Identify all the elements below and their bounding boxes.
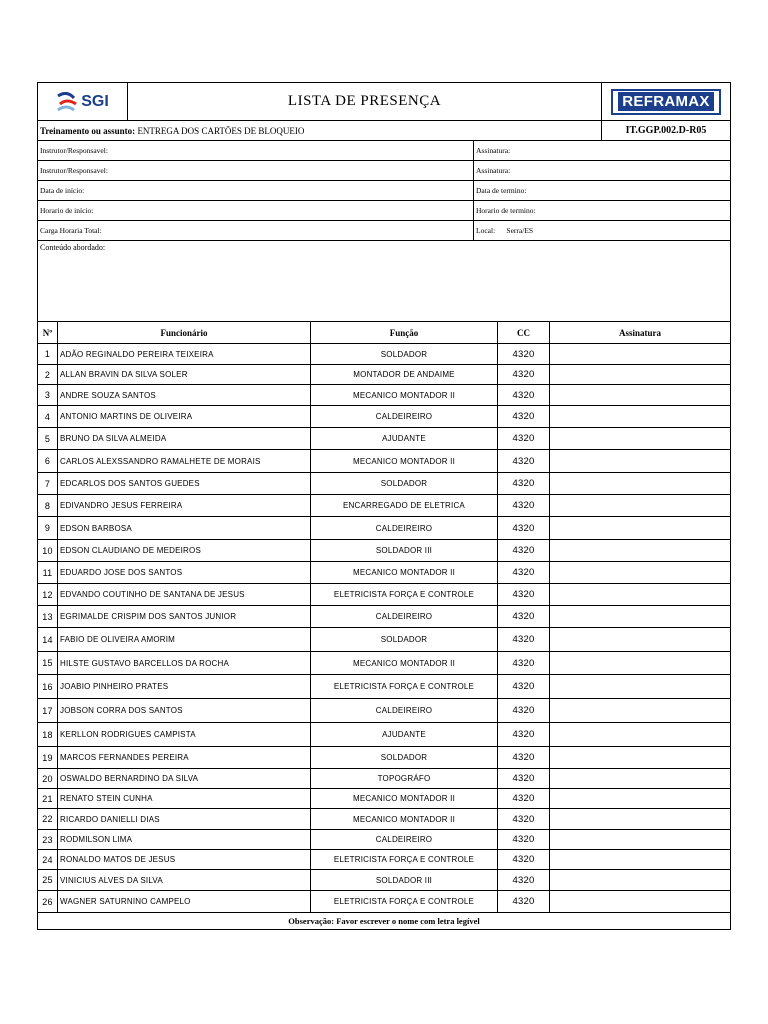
employee-function: SOLDADOR bbox=[311, 747, 498, 768]
row-number: 10 bbox=[38, 540, 58, 561]
row-number: 12 bbox=[38, 584, 58, 605]
cost-center: 4320 bbox=[498, 450, 550, 472]
cost-center: 4320 bbox=[498, 606, 550, 627]
employee-function: CALDEIREIRO bbox=[311, 699, 498, 722]
page-title: LISTA DE PRESENÇA bbox=[128, 83, 602, 120]
row-number: 13 bbox=[38, 606, 58, 627]
sgi-swirl-icon bbox=[56, 92, 78, 112]
cost-center: 4320 bbox=[498, 675, 550, 698]
row-number: 22 bbox=[38, 809, 58, 829]
employee-name: CARLOS ALEXSSANDRO RAMALHETE DE MORAIS bbox=[58, 450, 311, 472]
employee-function: TOPOGRÁFO bbox=[311, 769, 498, 788]
signature-cell[interactable] bbox=[550, 769, 730, 788]
employee-name: EDSON CLAUDIANO DE MEDEIROS bbox=[58, 540, 311, 561]
table-row bbox=[38, 723, 730, 747]
row-number: 19 bbox=[38, 747, 58, 768]
table-row bbox=[38, 365, 730, 385]
table-row bbox=[38, 850, 730, 870]
topic-label: Treinamento ou assunto: bbox=[40, 125, 136, 136]
table-row bbox=[38, 699, 730, 723]
signature-cell[interactable] bbox=[550, 495, 730, 516]
table-row bbox=[38, 747, 730, 769]
cost-center: 4320 bbox=[498, 789, 550, 808]
instructor-field[interactable]: Instrutor/Responsavel: bbox=[38, 141, 474, 160]
table-body bbox=[38, 344, 730, 913]
row-number: 23 bbox=[38, 830, 58, 849]
field-row bbox=[38, 181, 730, 201]
cost-center: 4320 bbox=[498, 747, 550, 768]
employee-function: SOLDADOR bbox=[311, 344, 498, 364]
row-number: 11 bbox=[38, 562, 58, 583]
signature-cell[interactable] bbox=[550, 365, 730, 384]
row-number: 1 bbox=[38, 344, 58, 364]
cost-center: 4320 bbox=[498, 891, 550, 912]
row-number: 16 bbox=[38, 675, 58, 698]
content-field[interactable]: Conteúdo abordado: bbox=[40, 243, 106, 252]
table-row bbox=[38, 628, 730, 652]
end-date-field[interactable]: Data de termino: bbox=[476, 186, 527, 195]
employee-name: MARCOS FERNANDES PEREIRA bbox=[58, 747, 311, 768]
employee-name: HILSTE GUSTAVO BARCELLOS DA ROCHA bbox=[58, 652, 311, 674]
attendance-sheet bbox=[37, 82, 731, 930]
instructor-field[interactable]: Instrutor/Responsavel: bbox=[38, 161, 474, 180]
row-number: 20 bbox=[38, 769, 58, 788]
signature-cell[interactable] bbox=[550, 628, 730, 651]
signature-cell[interactable] bbox=[550, 850, 730, 869]
employee-name: JOBSON CORRA DOS SANTOS bbox=[58, 699, 311, 722]
cost-center: 4320 bbox=[498, 584, 550, 605]
signature-cell[interactable] bbox=[550, 450, 730, 472]
cost-center: 4320 bbox=[498, 473, 550, 494]
col-function-header: Função bbox=[311, 322, 498, 343]
table-row bbox=[38, 517, 730, 540]
table-row bbox=[38, 652, 730, 675]
cost-center: 4320 bbox=[498, 517, 550, 539]
signature-cell[interactable] bbox=[550, 891, 730, 912]
employee-function: AJUDANTE bbox=[311, 723, 498, 746]
signature-cell[interactable] bbox=[550, 870, 730, 890]
employee-function: CALDEIREIRO bbox=[311, 606, 498, 627]
employee-function: SOLDADOR III bbox=[311, 870, 498, 890]
signature-cell[interactable] bbox=[550, 385, 730, 405]
employee-name: BRUNO DA SILVA ALMEIDA bbox=[58, 428, 311, 449]
employee-function: ELETRICISTA FORÇA E CONTROLE bbox=[311, 891, 498, 912]
employee-function: ENCARREGADO DE ELETRICA bbox=[311, 495, 498, 516]
row-number: 5 bbox=[38, 428, 58, 449]
col-employee-header: Funcionário bbox=[58, 322, 311, 343]
col-cc-header: CC bbox=[498, 322, 550, 343]
employee-name: EDSON BARBOSA bbox=[58, 517, 311, 539]
signature-cell[interactable] bbox=[550, 406, 730, 427]
cost-center: 4320 bbox=[498, 495, 550, 516]
topic-row bbox=[38, 121, 730, 141]
signature-cell[interactable] bbox=[550, 789, 730, 808]
table-row bbox=[38, 344, 730, 365]
row-number: 15 bbox=[38, 652, 58, 674]
cost-center: 4320 bbox=[498, 723, 550, 746]
signature-cell[interactable] bbox=[550, 584, 730, 605]
employee-name: ADÃO REGINALDO PEREIRA TEIXEIRA bbox=[58, 344, 311, 364]
cost-center: 4320 bbox=[498, 830, 550, 849]
cost-center: 4320 bbox=[498, 428, 550, 449]
content-row bbox=[38, 241, 730, 322]
table-row bbox=[38, 428, 730, 450]
signature-cell[interactable] bbox=[550, 473, 730, 494]
employee-name: ANTONIO MARTINS DE OLIVEIRA bbox=[58, 406, 311, 427]
cost-center: 4320 bbox=[498, 769, 550, 788]
table-row bbox=[38, 562, 730, 584]
signature-cell[interactable] bbox=[550, 675, 730, 698]
table-row bbox=[38, 891, 730, 913]
reframax-logo-text: REFRAMAX bbox=[618, 92, 713, 111]
cost-center: 4320 bbox=[498, 540, 550, 561]
employee-name: FABIO DE OLIVEIRA AMORIM bbox=[58, 628, 311, 651]
table-row bbox=[38, 540, 730, 562]
cost-center: 4320 bbox=[498, 809, 550, 829]
row-number: 24 bbox=[38, 850, 58, 869]
employee-function: CALDEIREIRO bbox=[311, 830, 498, 849]
sgi-logo-text: SGI bbox=[81, 92, 109, 110]
table-row bbox=[38, 769, 730, 789]
cost-center: 4320 bbox=[498, 344, 550, 364]
signature-cell[interactable] bbox=[550, 517, 730, 539]
employee-name: EDUARDO JOSE DOS SANTOS bbox=[58, 562, 311, 583]
table-row bbox=[38, 450, 730, 473]
table-row bbox=[38, 385, 730, 406]
employee-function: ELETRICISTA FORÇA E CONTROLE bbox=[311, 675, 498, 698]
table-row bbox=[38, 606, 730, 628]
signature-cell[interactable] bbox=[550, 699, 730, 722]
cost-center: 4320 bbox=[498, 850, 550, 869]
row-number: 14 bbox=[38, 628, 58, 651]
start-time-field[interactable]: Horario de início: bbox=[38, 201, 474, 220]
end-time-field[interactable]: Horario de termino: bbox=[476, 206, 536, 215]
table-row bbox=[38, 473, 730, 495]
table-row bbox=[38, 830, 730, 850]
signature-cell[interactable] bbox=[550, 540, 730, 561]
employee-name: ALLAN BRAVIN DA SILVA SOLER bbox=[58, 365, 311, 384]
employee-function: CALDEIREIRO bbox=[311, 517, 498, 539]
row-number: 8 bbox=[38, 495, 58, 516]
signature-field[interactable]: Assinatura: bbox=[476, 146, 511, 155]
row-number: 17 bbox=[38, 699, 58, 722]
start-date-field[interactable]: Data de início: bbox=[38, 181, 474, 200]
signature-cell[interactable] bbox=[550, 652, 730, 674]
location-field[interactable]: Local: Serra/ES bbox=[476, 226, 534, 235]
signature-cell[interactable] bbox=[550, 606, 730, 627]
employee-function: CALDEIREIRO bbox=[311, 406, 498, 427]
row-number: 26 bbox=[38, 891, 58, 912]
employee-name: WAGNER SATURNINO CAMPELO bbox=[58, 891, 311, 912]
employee-function: ELETRICISTA FORÇA E CONTROLE bbox=[311, 584, 498, 605]
row-number: 21 bbox=[38, 789, 58, 808]
row-number: 25 bbox=[38, 870, 58, 890]
row-number: 2 bbox=[38, 365, 58, 384]
employee-name: VINICIUS ALVES DA SILVA bbox=[58, 870, 311, 890]
signature-cell[interactable] bbox=[550, 747, 730, 768]
table-row bbox=[38, 495, 730, 517]
employee-function: SOLDADOR bbox=[311, 473, 498, 494]
table-row bbox=[38, 870, 730, 891]
col-signature-header: Assinatura bbox=[618, 327, 661, 338]
employee-name: OSWALDO BERNARDINO DA SILVA bbox=[58, 769, 311, 788]
row-number: 7 bbox=[38, 473, 58, 494]
table-row bbox=[38, 809, 730, 830]
row-number: 6 bbox=[38, 450, 58, 472]
topic-value: ENTREGA DOS CARTÕES DE BLOQUEIO bbox=[137, 125, 305, 136]
cost-center: 4320 bbox=[498, 385, 550, 405]
signature-cell[interactable] bbox=[550, 830, 730, 849]
cost-center: 4320 bbox=[498, 870, 550, 890]
employee-function: MECANICO MONTADOR II bbox=[311, 385, 498, 405]
employee-function: SOLDADOR III bbox=[311, 540, 498, 561]
employee-name: RONALDO MATOS DE JESUS bbox=[58, 850, 311, 869]
employee-function: AJUDANTE bbox=[311, 428, 498, 449]
table-row bbox=[38, 584, 730, 606]
employee-name: JOABIO PINHEIRO PRATES bbox=[58, 675, 311, 698]
employee-function: MECANICO MONTADOR II bbox=[311, 450, 498, 472]
footer-note: Observação: Favor escrever o nome com letra legível bbox=[288, 916, 480, 926]
field-row bbox=[38, 141, 730, 161]
employee-name: RODMILSON LIMA bbox=[58, 830, 311, 849]
row-number: 18 bbox=[38, 723, 58, 746]
employee-name: ANDRE SOUZA SANTOS bbox=[58, 385, 311, 405]
document-code: IT.GGP.002.D-R05 bbox=[625, 125, 707, 136]
employee-name: RICARDO DANIELLI DIAS bbox=[58, 809, 311, 829]
employee-name: EDVANDO COUTINHO DE SANTANA DE JESUS bbox=[58, 584, 311, 605]
cost-center: 4320 bbox=[498, 628, 550, 651]
col-number-header: Nº bbox=[38, 322, 58, 343]
row-number: 9 bbox=[38, 517, 58, 539]
cost-center: 4320 bbox=[498, 699, 550, 722]
employee-name: KERLLON RODRIGUES CAMPISTA bbox=[58, 723, 311, 746]
field-row bbox=[38, 201, 730, 221]
table-row bbox=[38, 406, 730, 428]
sgi-logo bbox=[38, 83, 128, 120]
topic-field[interactable] bbox=[38, 121, 602, 140]
employee-function: MECANICO MONTADOR II bbox=[311, 809, 498, 829]
table-header-row bbox=[38, 322, 730, 344]
employee-function: MECANICO MONTADOR II bbox=[311, 652, 498, 674]
signature-cell[interactable] bbox=[550, 428, 730, 449]
employee-function: MONTADOR DE ANDAIME bbox=[311, 365, 498, 384]
employee-function: MECANICO MONTADOR II bbox=[311, 789, 498, 808]
cost-center: 4320 bbox=[498, 365, 550, 384]
signature-field[interactable]: Assinatura: bbox=[476, 166, 511, 175]
field-row bbox=[38, 161, 730, 181]
employee-function: ELETRICISTA FORÇA E CONTROLE bbox=[311, 850, 498, 869]
employee-name: EDIVANDRO JESUS FERREIRA bbox=[58, 495, 311, 516]
header-row bbox=[38, 83, 730, 121]
row-number: 3 bbox=[38, 385, 58, 405]
cost-center: 4320 bbox=[498, 406, 550, 427]
row-number: 4 bbox=[38, 406, 58, 427]
signature-cell[interactable] bbox=[550, 344, 730, 364]
signature-cell[interactable] bbox=[550, 809, 730, 829]
field-row bbox=[38, 221, 730, 241]
employee-function: MECANICO MONTADOR II bbox=[311, 562, 498, 583]
cost-center: 4320 bbox=[498, 652, 550, 674]
total-hours-field[interactable]: Carga Horaria Total: bbox=[38, 221, 474, 240]
employee-name: EDCARLOS DOS SANTOS GUEDES bbox=[58, 473, 311, 494]
cost-center: 4320 bbox=[498, 562, 550, 583]
reframax-logo bbox=[602, 83, 730, 120]
employee-name: EGRIMALDE CRISPIM DOS SANTOS JUNIOR bbox=[58, 606, 311, 627]
employee-name: RENATO STEIN CUNHA bbox=[58, 789, 311, 808]
signature-cell[interactable] bbox=[550, 723, 730, 746]
signature-cell[interactable] bbox=[550, 562, 730, 583]
table-row bbox=[38, 675, 730, 699]
table-row bbox=[38, 789, 730, 809]
employee-function: SOLDADOR bbox=[311, 628, 498, 651]
